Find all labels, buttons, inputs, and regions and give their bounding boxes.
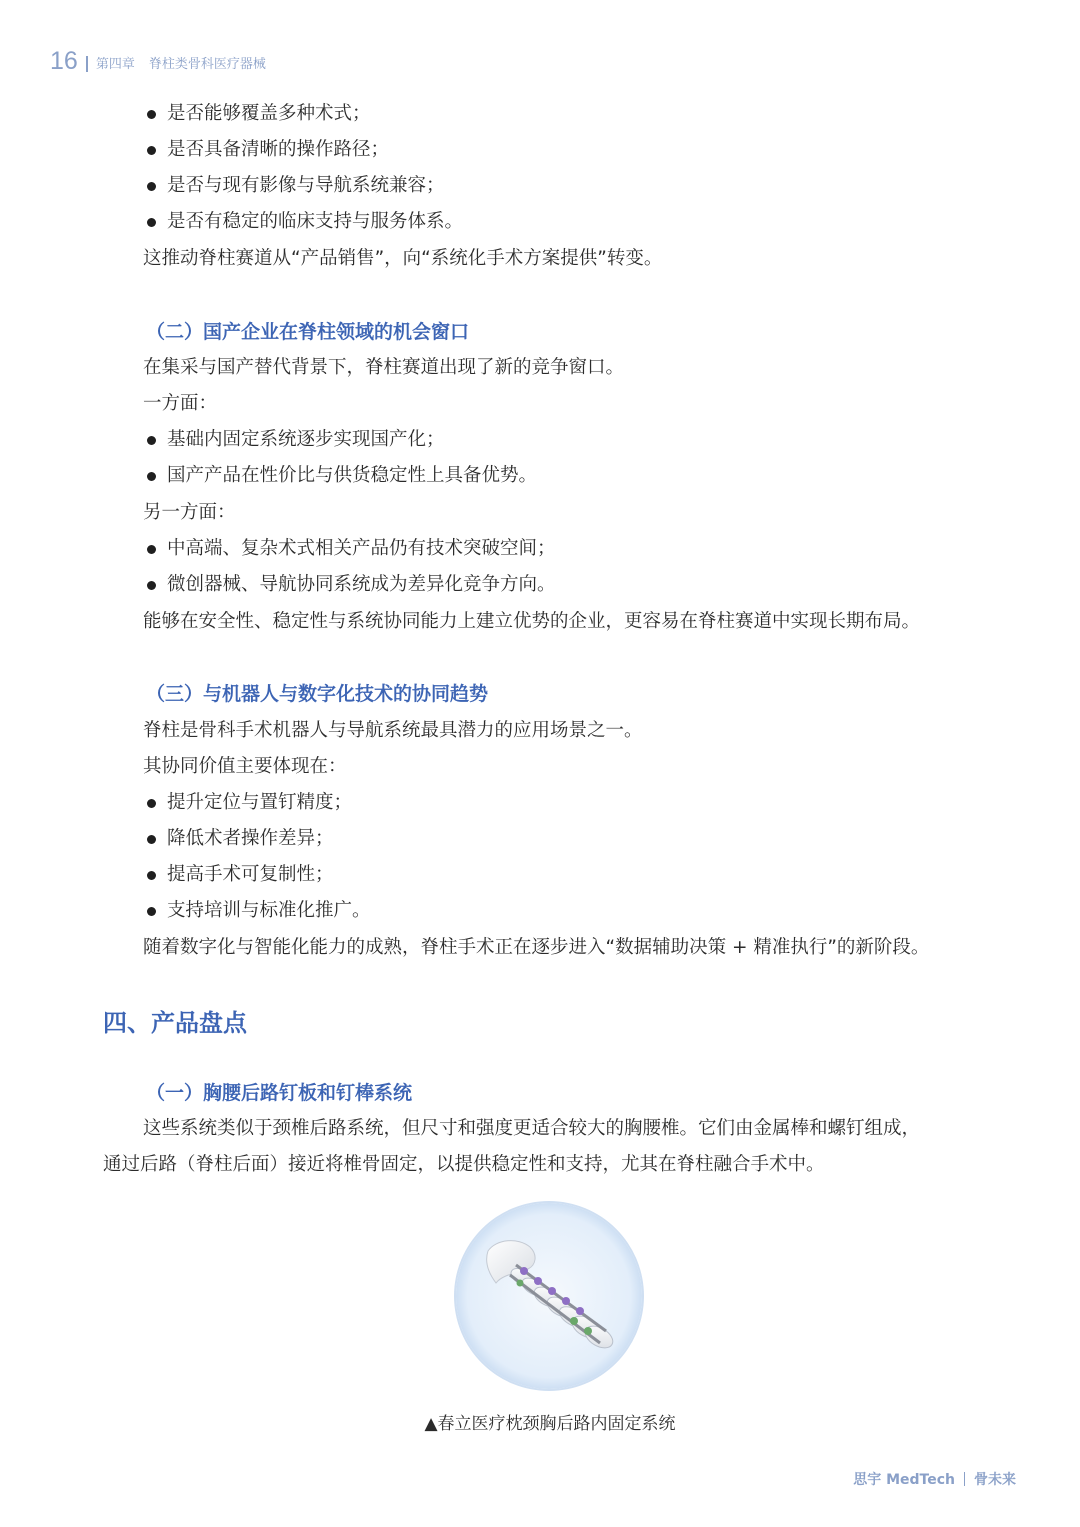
subsection-heading: （二）国产企业在脊柱领域的机会窗口 xyxy=(146,321,470,343)
list-item xyxy=(143,827,334,851)
brand-name: 思宇 MedTech xyxy=(853,1472,955,1488)
list-item-text: 提高手术可复制性； xyxy=(167,864,334,885)
paragraph-label: 其协同价值主要体现在： xyxy=(143,756,347,777)
bullet-icon xyxy=(147,545,156,554)
bullet-icon xyxy=(147,436,156,445)
page-number: 16 xyxy=(50,47,78,75)
list-item xyxy=(143,573,556,597)
chapter-label: 第四章 xyxy=(95,57,135,72)
list-item-text: 是否具备清晰的操作路径； xyxy=(167,139,390,160)
figure-caption: ▲春立医疗枕颈胸后路内固定系统 xyxy=(424,1414,676,1434)
list-item-text: 国产产品在性价比与供货稳定性上具备优势。 xyxy=(167,465,538,486)
list-item xyxy=(143,428,445,452)
list-item-text: 是否与现有影像与导航系统兼容； xyxy=(167,175,445,196)
bullet-icon xyxy=(147,581,156,590)
header-divider xyxy=(86,56,88,72)
bullet-icon xyxy=(147,110,156,119)
list-item xyxy=(143,102,371,126)
list-item-text: 是否有稳定的临床支持与服务体系。 xyxy=(167,211,464,232)
footer-divider xyxy=(964,1472,965,1486)
list-item xyxy=(143,899,371,923)
paragraph: 在集采与国产替代背景下，脊柱赛道出现了新的竞争窗口。 xyxy=(143,357,625,378)
list-item xyxy=(143,863,334,887)
product-image xyxy=(456,1203,642,1389)
list-item-text: 微创器械、导航协同系统成为差异化竞争方向。 xyxy=(167,574,556,595)
subsection-heading: （一）胸腰后路钉板和钉棒系统 xyxy=(146,1082,413,1104)
bullet-icon xyxy=(147,472,156,481)
bullet-icon xyxy=(147,835,156,844)
paragraph: 能够在安全性、稳定性与系统协同能力上建立优势的企业，更容易在脊柱赛道中实现长期布局。 xyxy=(143,611,921,632)
paragraph: 随着数字化与智能化能力的成熟，脊柱手术正在逐步进入“数据辅助决策 + 精准执行”的新阶段。 xyxy=(143,937,930,958)
list-item-text: 是否能够覆盖多种术式； xyxy=(167,103,371,124)
list-item xyxy=(143,464,537,488)
list-item xyxy=(143,791,352,815)
list-item-text: 中高端、复杂术式相关产品仍有技术突破空间； xyxy=(167,538,556,559)
bullet-icon xyxy=(147,907,156,916)
page-header xyxy=(50,40,266,74)
chapter-title: 脊柱类骨科医疗器械 xyxy=(148,57,266,72)
paragraph-label: 一方面： xyxy=(143,393,218,414)
paragraph-line: 这些系统类似于颈椎后路系统，但尺寸和强度更适合较大的胸腰椎。它们由金属棒和螺钉组成， xyxy=(143,1118,921,1139)
brand-slogan: 骨未来 xyxy=(974,1472,1016,1488)
paragraph: 脊柱是骨科手术机器人与导航系统最具潜力的应用场景之一。 xyxy=(143,720,643,741)
list-item xyxy=(143,174,445,198)
bullet-icon xyxy=(147,146,156,155)
subsection-heading: （三）与机器人与数字化技术的协同趋势 xyxy=(146,683,489,705)
spine-implant-illustration xyxy=(456,1203,642,1389)
bullet-icon xyxy=(147,218,156,227)
list-item-text: 基础内固定系统逐步实现国产化； xyxy=(167,429,445,450)
paragraph-label: 另一方面： xyxy=(143,502,236,523)
page-footer xyxy=(853,1469,1016,1489)
bullet-icon xyxy=(147,871,156,880)
section-heading: 四、产品盘点 xyxy=(103,1009,247,1037)
list-item xyxy=(143,210,463,234)
list-item-text: 提升定位与置钉精度； xyxy=(167,792,353,813)
list-item-text: 降低术者操作差异； xyxy=(167,828,334,849)
paragraph: 这推动脊柱赛道从“产品销售”，向“系统化手术方案提供”转变。 xyxy=(143,248,663,269)
list-item xyxy=(143,138,389,162)
paragraph-line: 通过后路（脊柱后面）接近将椎骨固定，以提供稳定性和支持，尤其在脊柱融合手术中。 xyxy=(103,1154,825,1175)
bullet-icon xyxy=(147,182,156,191)
list-item xyxy=(143,537,556,561)
bullet-icon xyxy=(147,799,156,808)
list-item-text: 支持培训与标准化推广。 xyxy=(167,900,371,921)
